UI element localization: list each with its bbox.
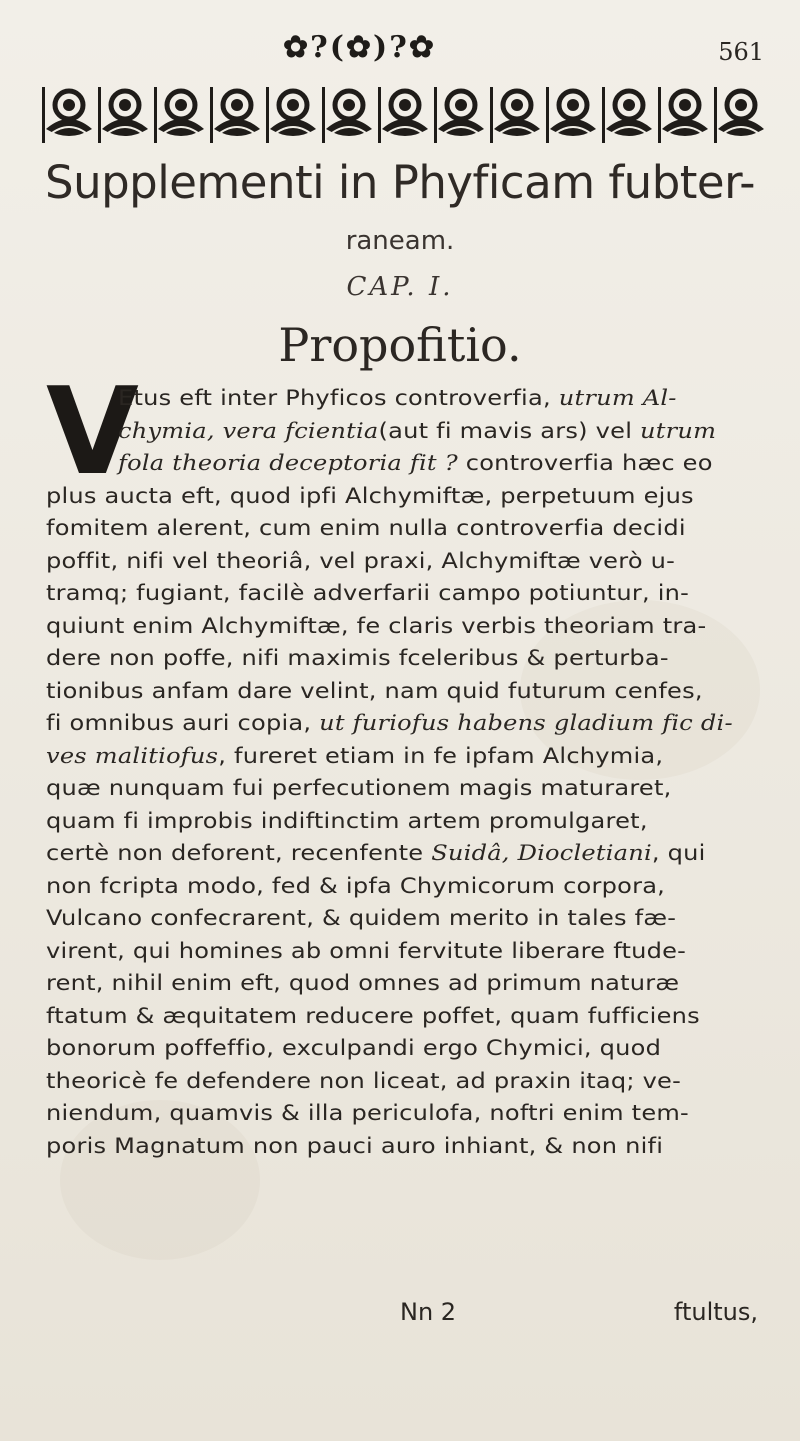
text-span: tionibus anfam dare velint, nam quid futurum cenfes, bbox=[46, 678, 703, 704]
text-span: Vulcano confecrarent, & quidem merito in tales fæ- bbox=[46, 906, 677, 931]
text-span: fi omnibus auri copia, bbox=[46, 711, 320, 736]
text-line bbox=[46, 1033, 661, 1065]
text-span: Etus eft inter Phyficos controverfia, bbox=[118, 386, 559, 411]
text-line bbox=[46, 806, 648, 838]
text-line bbox=[46, 1098, 689, 1130]
text-line bbox=[46, 708, 733, 740]
text-line bbox=[46, 903, 676, 935]
header-ornament: ✿?(✿)?✿ bbox=[283, 30, 436, 65]
text-span: , qui bbox=[651, 841, 706, 866]
section-title: Supplementi in Phyficam fubter- bbox=[45, 156, 755, 209]
text-span: poffit, nifi vel theoriâ, vel praxi, Alchymiftæ verò u- bbox=[46, 548, 676, 574]
running-head bbox=[0, 30, 800, 70]
text-span: quæ nunquam fui perfecutionem magis maturaret, bbox=[46, 776, 672, 801]
text-span: quiunt enim Alchymiftæ, fe claris verbis theoriam tra- bbox=[46, 613, 707, 639]
italic-text: fola theoria deceptoria fit ? bbox=[118, 451, 458, 476]
text-line bbox=[46, 546, 675, 578]
italic-text: ut furiofus habens gladium fic di- bbox=[319, 711, 733, 736]
text-line bbox=[46, 481, 694, 513]
text-span: dere non poffe, nifi maximis fceleribus & perturba- bbox=[46, 646, 669, 671]
text-span: niendum, quamvis & illa periculofa, noftri enim tem- bbox=[46, 1101, 689, 1126]
text-line bbox=[118, 448, 713, 480]
signature-mark: Nn 2 bbox=[400, 1298, 457, 1326]
text-line bbox=[46, 936, 686, 968]
text-span: quam fi improbis indiftinctim artem promulgaret, bbox=[46, 808, 648, 834]
text-line bbox=[46, 611, 706, 643]
text-line bbox=[46, 773, 672, 805]
text-line bbox=[46, 513, 686, 545]
italic-text: utrum bbox=[639, 418, 717, 444]
italic-text: chymia, vera fcientia bbox=[118, 418, 379, 444]
text-span: non fcripta modo, fed & ipfa Chymicorum corpora, bbox=[46, 873, 666, 899]
italic-text: utrum Al- bbox=[558, 386, 677, 411]
text-line bbox=[46, 1066, 681, 1098]
section-heading: Propofitio. bbox=[278, 318, 522, 372]
chapter-label: CAP. I. bbox=[346, 272, 454, 302]
text-span: tramq; fugiant, facilè adverfarii campo potiuntur, in- bbox=[46, 581, 690, 606]
text-span: theoricè fe defendere non liceat, ad praxin itaq; ve- bbox=[46, 1068, 682, 1094]
text-line bbox=[118, 383, 677, 415]
text-span: virent, qui homines ab omni fervitute liberare ftude- bbox=[46, 938, 687, 964]
text-span: ftatum & æquitatem reducere poffet, quam fufficiens bbox=[46, 1003, 700, 1029]
text-line bbox=[46, 871, 665, 903]
text-span: plus aucta eft, quod ipfi Alchymiftæ, perpetuum ejus bbox=[46, 483, 694, 509]
drop-capital: V bbox=[46, 363, 139, 502]
text-span: , fureret etiam in fe ipfam Alchymia, bbox=[218, 743, 664, 769]
section-title-continuation: raneam. bbox=[345, 226, 455, 256]
catchword: ftultus, bbox=[673, 1298, 758, 1326]
text-span: controverfia hæc eo bbox=[457, 451, 713, 476]
text-span: certè non deforent, recenfente bbox=[46, 841, 432, 866]
text-line bbox=[46, 643, 669, 675]
text-span: (aut fi mavis ars) vel bbox=[378, 418, 640, 444]
text-line bbox=[46, 968, 679, 1000]
text-span: rent, nihil enim eft, quod omnes ad primum naturæ bbox=[46, 971, 680, 996]
italic-text: ves malitiofus bbox=[46, 743, 219, 769]
text-line bbox=[46, 838, 706, 870]
ornamental-band bbox=[42, 85, 780, 147]
page-number: 561 bbox=[718, 38, 764, 66]
text-span: poris Magnatum non pauci auro inhiant, & non nifi bbox=[46, 1133, 664, 1159]
text-span: bonorum poffeffio, exculpandi ergo Chymici, quod bbox=[46, 1036, 662, 1061]
text-line bbox=[46, 1131, 663, 1163]
italic-text: Suidâ, Diocletiani bbox=[431, 841, 652, 866]
text-span: fomitem alerent, cum enim nulla controverfia decidi bbox=[46, 516, 686, 541]
text-line bbox=[46, 578, 689, 610]
text-line bbox=[46, 676, 703, 708]
text-line bbox=[46, 741, 663, 773]
text-line bbox=[46, 1001, 700, 1033]
text-line bbox=[118, 416, 716, 448]
